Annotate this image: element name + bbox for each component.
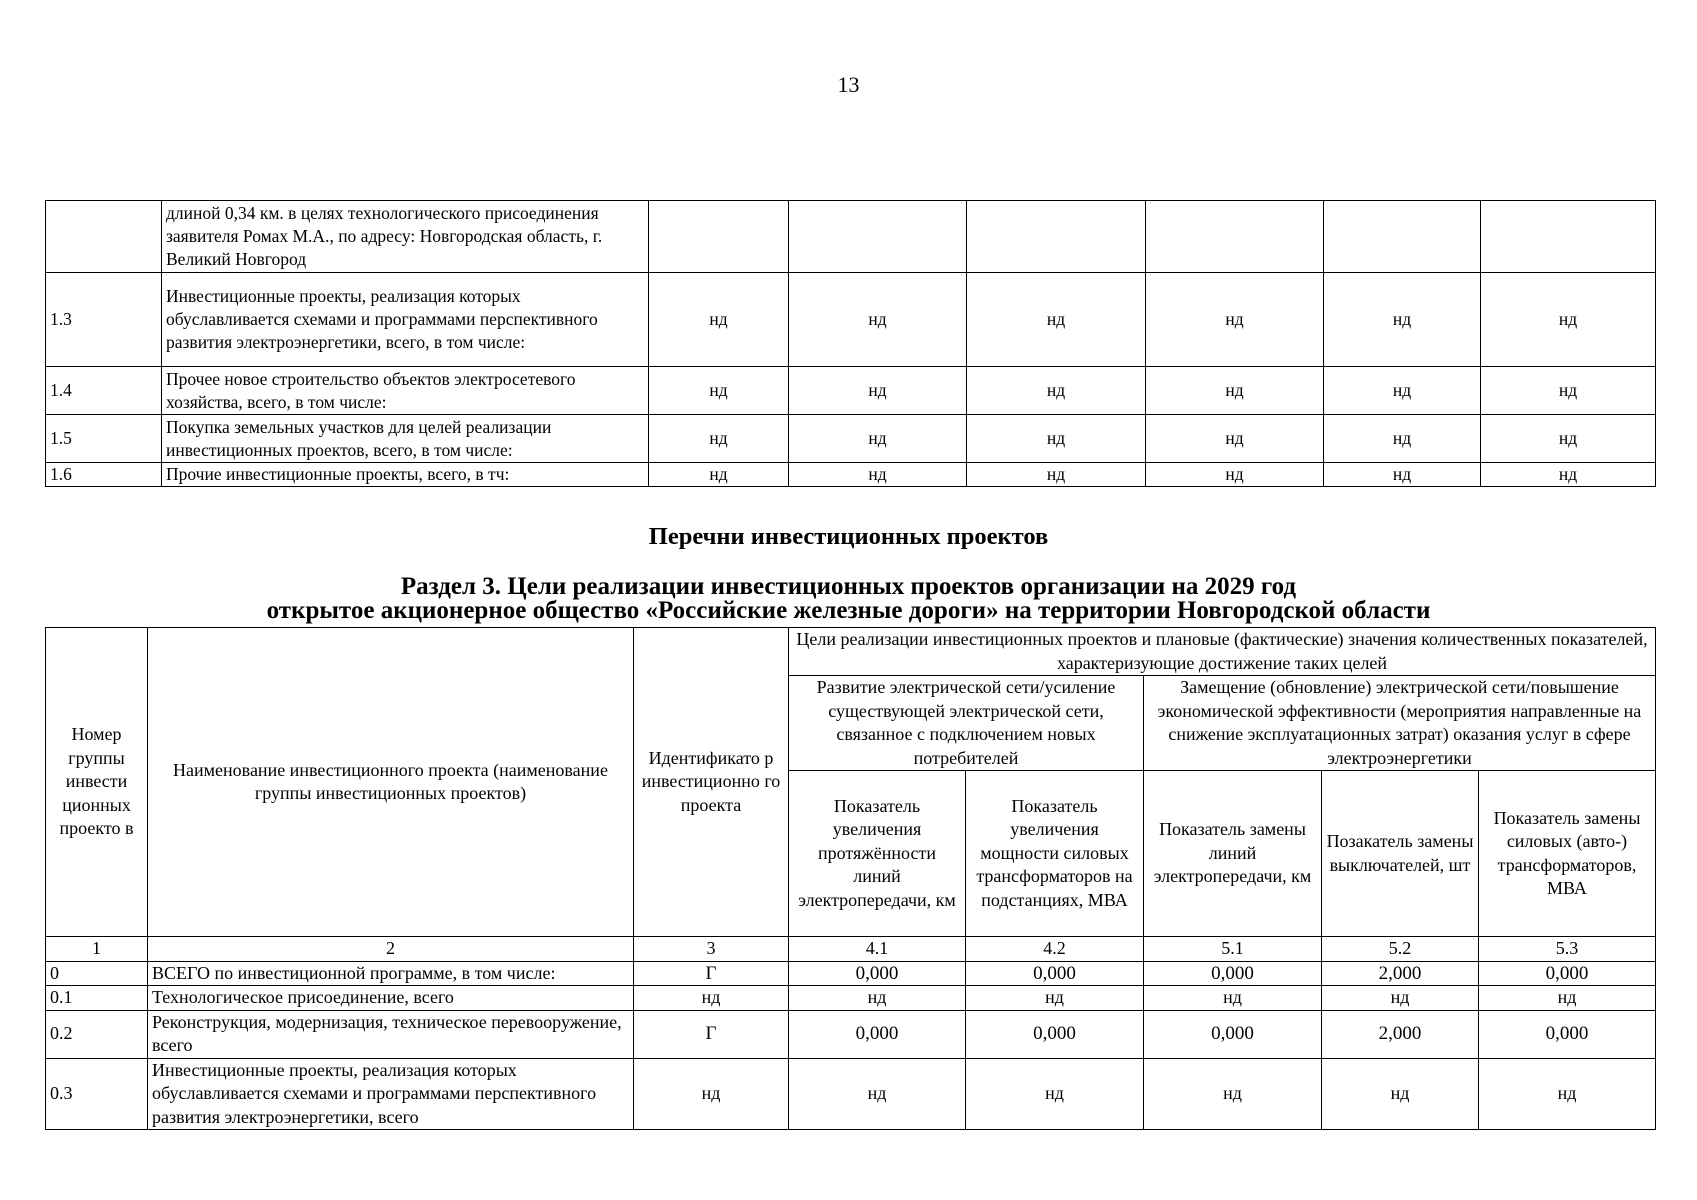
row-value: нд: [967, 367, 1146, 415]
row-value: нд: [967, 273, 1146, 367]
row-value: нд: [1324, 273, 1481, 367]
column-number: 4.2: [966, 937, 1144, 962]
row-value: 0,000: [966, 961, 1144, 986]
row-value: нд: [1322, 1058, 1479, 1130]
header-group-number: Номер группы инвести ционных проекто в: [46, 628, 148, 937]
row-value: нд: [649, 273, 789, 367]
row-id: 1.5: [46, 415, 162, 463]
row-value: 2,000: [1322, 1010, 1479, 1058]
header-goals: Цели реализации инвестиционных проектов и плановые (фактические) значения количественных показателей, характеризующие достижение таких целей: [789, 628, 1656, 676]
column-number-row: [46, 937, 1656, 962]
section-title: Раздел 3. Цели реализации инвестиционных проектов организации на 2029 год: [400, 573, 1297, 600]
row-value: [789, 201, 967, 273]
row-value: 0,000: [1144, 1010, 1322, 1058]
column-number: 5.2: [1322, 937, 1479, 962]
organization-title: открытое акционерное общество «Российские железные дороги» на территории Новгородской области: [266, 597, 1431, 624]
table-row: [46, 367, 1656, 415]
row-id: 0.3: [46, 1058, 148, 1130]
row-value: нд: [1324, 367, 1481, 415]
row-name: длиной 0,34 км. в целях технологического присоединения заявителя Ромах М.А., по адресу: Новгородская область, г. Великий Новгород: [162, 201, 649, 273]
row-value: нд: [966, 986, 1144, 1011]
row-name: Прочие инвестиционные проекты, всего, в тч:: [162, 463, 649, 487]
row-value: нд: [789, 415, 967, 463]
column-number: 3: [634, 937, 789, 962]
row-identifier: Г: [634, 1010, 789, 1058]
row-value: 0,000: [966, 1010, 1144, 1058]
row-value: нд: [649, 367, 789, 415]
table-row: [46, 961, 1656, 986]
row-value: нд: [1479, 1058, 1656, 1130]
row-value: 2,000: [1322, 961, 1479, 986]
header-development: Развитие электрической сети/усиление существующей электрической сети, связанное с подключением новых потребителей: [789, 676, 1144, 771]
row-name: Технологическое присоединение, всего: [148, 986, 634, 1011]
row-name: Прочее новое строительство объектов электросетевого хозяйства, всего, в том числе:: [162, 367, 649, 415]
row-value: [967, 201, 1146, 273]
row-value: нд: [1146, 367, 1324, 415]
column-number: 1: [46, 937, 148, 962]
column-number: 2: [148, 937, 634, 962]
goals-table: [45, 627, 1656, 1130]
table-row: [46, 273, 1656, 367]
row-value: нд: [967, 463, 1146, 487]
row-identifier: Г: [634, 961, 789, 986]
row-value: 0,000: [1479, 1010, 1656, 1058]
row-value: [1324, 201, 1481, 273]
row-value: нд: [789, 1058, 966, 1130]
row-value: 0,000: [789, 1010, 966, 1058]
header-row: [46, 628, 1656, 676]
row-value: нд: [1322, 986, 1479, 1011]
row-value: 0,000: [1144, 961, 1322, 986]
row-value: 0,000: [1479, 961, 1656, 986]
row-value: 0,000: [789, 961, 966, 986]
row-id: [46, 201, 162, 273]
row-value: [1146, 201, 1324, 273]
document-title: Перечни инвестиционных проектов: [648, 523, 1049, 550]
row-name: Реконструкция, модернизация, техническое перевооружение, всего: [148, 1010, 634, 1058]
row-id: 0.2: [46, 1010, 148, 1058]
row-id: 0: [46, 961, 148, 986]
row-value: нд: [1479, 986, 1656, 1011]
column-number: 5.3: [1479, 937, 1656, 962]
row-value: [1481, 201, 1656, 273]
row-value: нд: [649, 463, 789, 487]
row-name: Инвестиционные проекты, реализация которых обуславливается схемами и программами перспективного развития электроэнергетики, всего, в том числе:: [162, 273, 649, 367]
row-value: нд: [789, 463, 967, 487]
top-table: [45, 200, 1656, 487]
row-value: нд: [1481, 367, 1656, 415]
table-row: [46, 415, 1656, 463]
table-row: [46, 201, 1656, 273]
header-ind-5-2: Позакатель замены выключателей, шт: [1322, 771, 1479, 937]
row-value: нд: [966, 1058, 1144, 1130]
header-ind-5-3: Показатель замены силовых (авто-) трансформаторов, МВА: [1479, 771, 1656, 937]
column-number: 4.1: [789, 937, 966, 962]
page-number: 13: [837, 72, 860, 97]
table-row: [46, 986, 1656, 1011]
row-identifier: нд: [634, 1058, 789, 1130]
row-id: 1.3: [46, 273, 162, 367]
row-value: нд: [1146, 463, 1324, 487]
header-project-name: Наименование инвестиционного проекта (наименование группы инвестиционных проектов): [148, 628, 634, 937]
table-row: [46, 1010, 1656, 1058]
row-value: [649, 201, 789, 273]
row-id: 1.6: [46, 463, 162, 487]
row-value: нд: [1324, 415, 1481, 463]
header-ind-5-1: Показатель замены линий электропередачи, км: [1144, 771, 1322, 937]
header-ind-4-1: Показатель увеличения протяжённости линий электропередачи, км: [789, 771, 966, 937]
row-value: нд: [1324, 463, 1481, 487]
row-value: нд: [1144, 986, 1322, 1011]
column-number: 5.1: [1144, 937, 1322, 962]
table-row: [46, 1058, 1656, 1130]
row-value: нд: [789, 986, 966, 1011]
row-name: Покупка земельных участков для целей реализации инвестиционных проектов, всего, в том числе:: [162, 415, 649, 463]
header-ind-4-2: Показатель увеличения мощности силовых трансформаторов на подстанциях, МВА: [966, 771, 1144, 937]
row-value: нд: [789, 367, 967, 415]
row-value: нд: [1481, 463, 1656, 487]
row-value: нд: [1481, 273, 1656, 367]
header-replacement: Замещение (обновление) электрической сети/повышение экономической эффективности (мероприятия направленные на снижение эксплуатационных затрат) оказания услуг в сфере электроэнергетики: [1144, 676, 1656, 771]
row-value: нд: [1146, 273, 1324, 367]
row-value: нд: [789, 273, 967, 367]
row-id: 0.1: [46, 986, 148, 1011]
table-row: [46, 463, 1656, 487]
row-identifier: нд: [634, 986, 789, 1011]
row-value: нд: [967, 415, 1146, 463]
row-value: нд: [1146, 415, 1324, 463]
row-value: нд: [1144, 1058, 1322, 1130]
row-value: нд: [649, 415, 789, 463]
row-id: 1.4: [46, 367, 162, 415]
row-value: нд: [1481, 415, 1656, 463]
header-identifier: Идентификато р инвестиционно го проекта: [634, 628, 789, 937]
row-name: ВСЕГО по инвестиционной программе, в том числе:: [148, 961, 634, 986]
row-name: Инвестиционные проекты, реализация которых обуславливается схемами и программами перспективного развития электроэнергетики, всего: [148, 1058, 634, 1130]
